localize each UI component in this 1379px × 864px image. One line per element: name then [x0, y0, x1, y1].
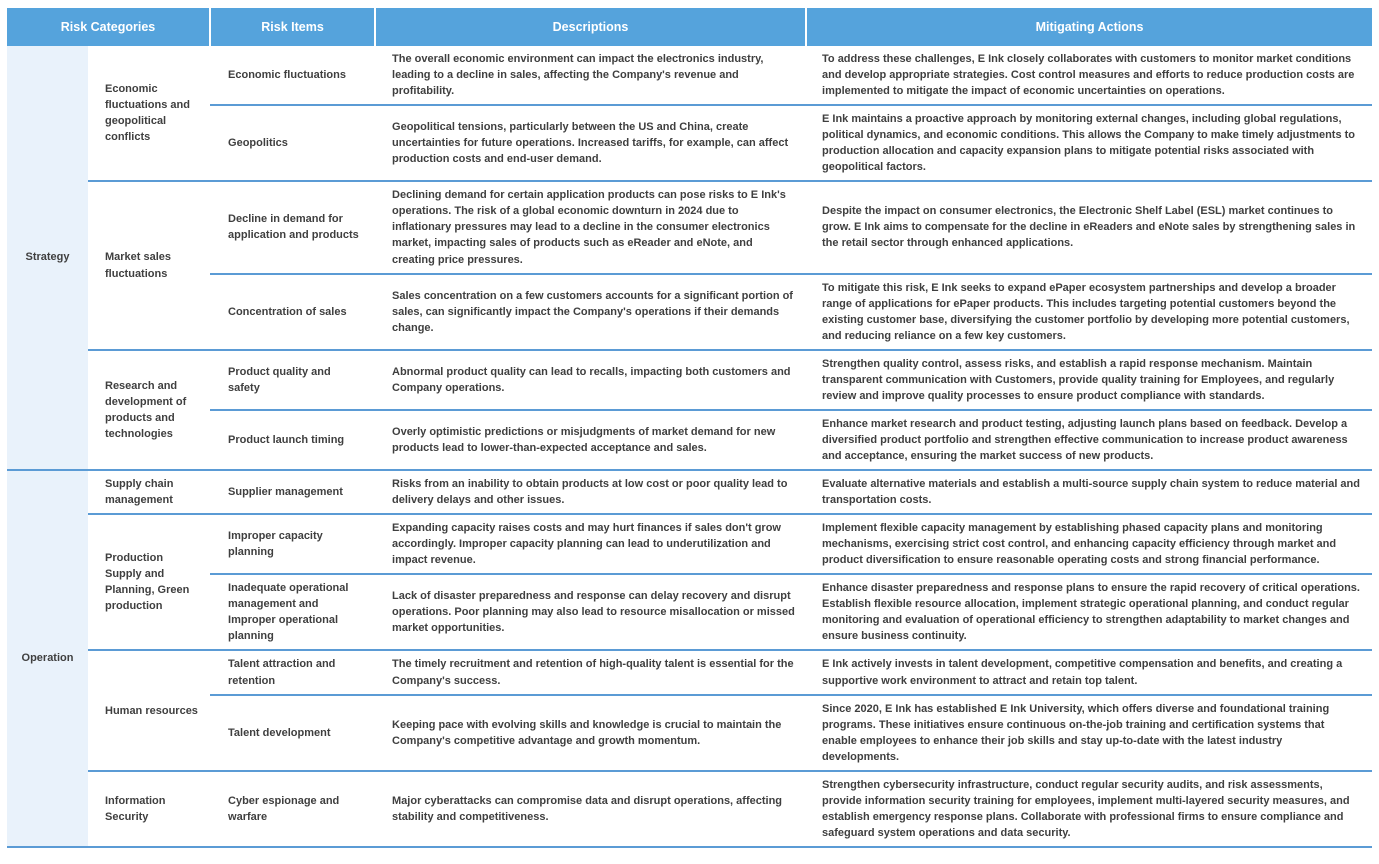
- risk-group-cell: Research and development of products and technologies: [88, 350, 210, 470]
- risk-group-cell: Information Security: [88, 771, 210, 847]
- risk-management-table: [7, 8, 1372, 848]
- table-row: [7, 470, 1372, 514]
- risk-item-cell: Improper capacity planning: [210, 514, 375, 574]
- risk-category-cell: Operation: [7, 470, 88, 847]
- description-cell: The timely recruitment and retention of high-quality talent is essential for the Company's success.: [375, 650, 806, 694]
- description-cell: Lack of disaster preparedness and response can delay recovery and disrupt operations. Poor planning may also lead to resource misallocation or missed market opportunities.: [375, 574, 806, 650]
- risk-item-cell: Talent attraction and retention: [210, 650, 375, 694]
- table-row: [7, 771, 1372, 847]
- risk-category-cell: Strategy: [7, 46, 88, 470]
- risk-group-cell: Market sales fluctuations: [88, 181, 210, 349]
- risk-item-cell: Product quality and safety: [210, 350, 375, 410]
- description-cell: Overly optimistic predictions or misjudgments of market demand for new products lead to lower-than-expected acceptance and sales.: [375, 410, 806, 470]
- mitigation-cell: Despite the impact on consumer electronics, the Electronic Shelf Label (ESL) market continues to grow. E Ink aims to compensate for the decline in eReaders and eNote sales by strengthening sales in the retail sector through enhanced applications.: [806, 181, 1372, 273]
- table-row: [7, 350, 1372, 410]
- risk-item-cell: Decline in demand for application and products: [210, 181, 375, 273]
- risk-item-cell: Inadequate operational management and Improper operational planning: [210, 574, 375, 650]
- risk-item-cell: Geopolitics: [210, 105, 375, 181]
- table-row: [7, 410, 1372, 470]
- table-row: [7, 274, 1372, 350]
- mitigation-cell: Enhance disaster preparedness and response plans to ensure the rapid recovery of critical operations. Establish flexible resource allocation, implement strategic operational planning, and conduct regular monitoring and evaluation of operational efficiency to strengthen adaptability to market changes and ensure business continuity.: [806, 574, 1372, 650]
- mitigation-cell: To address these challenges, E Ink closely collaborates with customers to monitor market conditions and develop appropriate strategies. Cost control measures and efforts to reduce production costs are implemented to mitigate the impact of economic uncertainties on operations.: [806, 46, 1372, 105]
- header-risk-categories: Risk Categories: [7, 8, 210, 46]
- mitigation-cell: E Ink actively invests in talent development, competitive compensation and benefits, and creating a supportive work environment to attract and retain top talent.: [806, 650, 1372, 694]
- mitigation-cell: To mitigate this risk, E Ink seeks to expand ePaper ecosystem partnerships and develop a broader range of applications for ePaper products. This includes targeting potential customers beyond the existing customer base, diversifying the customer portfolio by developing more potential customers, and reducing reliance on a few key customers.: [806, 274, 1372, 350]
- risk-item-cell: Cyber espionage and warfare: [210, 771, 375, 847]
- risk-group-cell: Human resources: [88, 650, 210, 770]
- description-cell: Risks from an inability to obtain products at low cost or poor quality lead to delivery delays and other issues.: [375, 470, 806, 514]
- table-row: [7, 695, 1372, 771]
- table-row: [7, 46, 1372, 105]
- risk-item-cell: Product launch timing: [210, 410, 375, 470]
- risk-item-cell: Economic fluctuations: [210, 46, 375, 105]
- description-cell: Geopolitical tensions, particularly between the US and China, create uncertainties for future operations. Increased tariffs, for example, can affect production costs and end-user demand.: [375, 105, 806, 181]
- risk-group-cell: Production Supply and Planning, Green production: [88, 514, 210, 650]
- table-header-row: [7, 8, 1372, 46]
- table-row: [7, 181, 1372, 273]
- description-cell: Declining demand for certain application products can pose risks to E Ink's operations. The risk of a global economic downturn in 2024 due to inflationary pressures may lead to a decline in the consumer electronics market, impacting sales of products such as eReader and eNote, and creating price pressures.: [375, 181, 806, 273]
- description-cell: The overall economic environment can impact the electronics industry, leading to a decline in sales, affecting the Company's revenue and profitability.: [375, 46, 806, 105]
- description-cell: Keeping pace with evolving skills and knowledge is crucial to maintain the Company's competitive advantage and growth momentum.: [375, 695, 806, 771]
- header-risk-items: Risk Items: [210, 8, 375, 46]
- mitigation-cell: Strengthen quality control, assess risks, and establish a rapid response mechanism. Maintain transparent communication with Customers, provide quality training for Employees, and regularly review and improve quality processes to ensure product compliance with standards.: [806, 350, 1372, 410]
- risk-group-cell: Economic fluctuations and geopolitical conflicts: [88, 46, 210, 181]
- description-cell: Sales concentration on a few customers accounts for a significant portion of sales, can significantly impact the Company's operations if their demands change.: [375, 274, 806, 350]
- table-row: [7, 105, 1372, 181]
- risk-group-cell: Supply chain management: [88, 470, 210, 514]
- description-cell: Major cyberattacks can compromise data and disrupt operations, affecting stability and competitiveness.: [375, 771, 806, 847]
- description-cell: Abnormal product quality can lead to recalls, impacting both customers and Company operations.: [375, 350, 806, 410]
- table-row: [7, 574, 1372, 650]
- header-mitigating-actions: Mitigating Actions: [806, 8, 1372, 46]
- risk-item-cell: Supplier management: [210, 470, 375, 514]
- mitigation-cell: Since 2020, E Ink has established E Ink University, which offers diverse and foundational training programs. These initiatives ensure continuous on-the-job training and certification systems that enable employees to enhance their job skills and stay up-to-date with the latest industry developments.: [806, 695, 1372, 771]
- risk-item-cell: Concentration of sales: [210, 274, 375, 350]
- header-descriptions: Descriptions: [375, 8, 806, 46]
- description-cell: Expanding capacity raises costs and may hurt finances if sales don't grow accordingly. Improper capacity planning can lead to underutilization and impact revenue.: [375, 514, 806, 574]
- mitigation-cell: Enhance market research and product testing, adjusting launch plans based on feedback. Develop a diversified product portfolio and strengthen effective communication to increase product awareness and acceptance, ensuring the market success of new products.: [806, 410, 1372, 470]
- mitigation-cell: Strengthen cybersecurity infrastructure, conduct regular security audits, and risk assessments, provide information security training for employees, implement multi-layered security measures, and establish emergency response plans. Collaborate with professional firms to ensure compliance and safeguard system operations and data security.: [806, 771, 1372, 847]
- risk-item-cell: Talent development: [210, 695, 375, 771]
- table-row: [7, 514, 1372, 574]
- table-row: [7, 650, 1372, 694]
- mitigation-cell: Implement flexible capacity management by establishing phased capacity plans and monitoring mechanisms, exercising strict cost control, and enhancing capacity efficiency through market and product diversification to ensure reasonable operating costs and strong financial performance.: [806, 514, 1372, 574]
- mitigation-cell: E Ink maintains a proactive approach by monitoring external changes, including global regulations, political dynamics, and economic conditions. This allows the Company to make timely adjustments to production allocation and capacity expansion plans to mitigate potential risks associated with geopolitical factors.: [806, 105, 1372, 181]
- mitigation-cell: Evaluate alternative materials and establish a multi-source supply chain system to reduce material and transportation costs.: [806, 470, 1372, 514]
